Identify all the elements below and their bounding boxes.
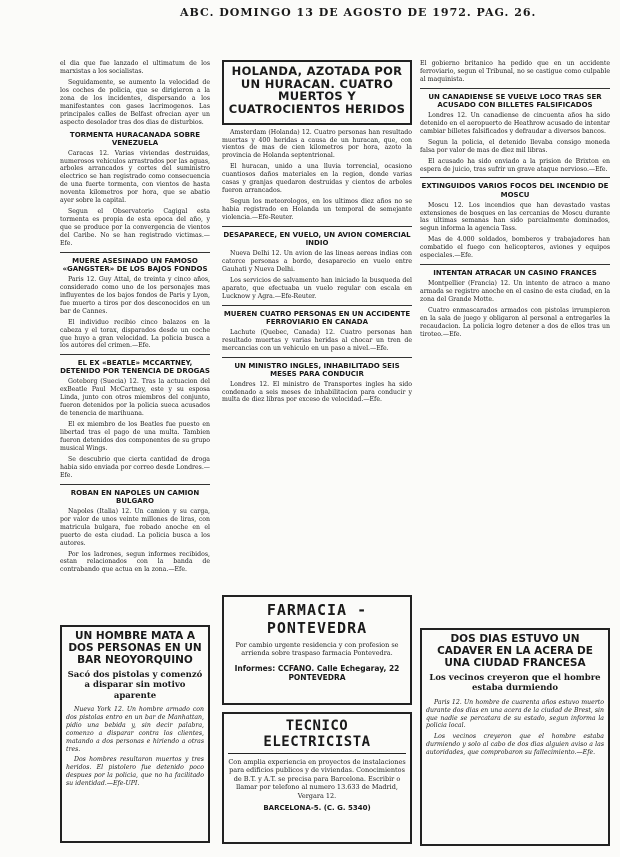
ad-text: Por cambio urgente residencia y con profesion se arrienda sobre traspaso farmacia Pontevedra.: [235, 641, 399, 658]
headline-venezuela: TORMENTA HURACANADA SOBRE VENEZUELA: [69, 130, 201, 147]
paragraph: Segun los meteorologos, en los ultimos diez años no se habia registrado en Holanda un temporal de semejante violencia.—Efe-Reuter.: [222, 198, 412, 221]
paragraph: Amsterdam (Holanda) 12. Cuatro personas han resultado muertas y 400 heridas a causa de un huracan, que, con vientos de mas de cien kilometros por hora, azoto la provincia de Holanda septentrional.: [222, 128, 412, 160]
paragraph: Se descubrio que cierta cantidad de droga habia sido enviada por correo desde Londres.—Efe.: [60, 455, 210, 479]
page-masthead: ABC. DOMINGO 13 DE AGOSTO DE 1972. PAG. 26.: [180, 6, 537, 19]
paragraph: Segun la policia, el detenido llevaba consigo moneda falsa por valor de mas de diez mil libras.: [420, 138, 610, 154]
headline-moscu: EXTINGUIDOS VARIOS FOCOS DEL INCENDIO DE MOSCU: [421, 182, 609, 199]
paragraph: Moscu 12. Los incendios que han devastado vastas extensiones de bosques en las cercanias de Moscu durante las ultimas semanas han sido parcialmente dominados, segun informa la agencia Tass.: [420, 201, 610, 233]
paragraph: Caracas 12. Varias viviendas destruidas, numerosos vehiculos arrastrados por las aguas, arboles arrancados y cortes del suministro electrico se han registrado como consecuencia de una fuerte tormenta, con vientos de hasta noventa kilometros por hora, que se abatio ayer sobre la capital.: [60, 149, 210, 205]
paragraph: Nueva York 12. Un hombre armado con dos pistolas entro en un bar de Manhattan, pidio una bebida y, sin decir palabra, comenzo a disparar contra los clientes, matando a dos personas e hiriendo a otras tres.: [66, 705, 204, 753]
paragraph: El individuo recibio cinco balazos en la cabeza y el torax, disparados desde un coche que huyo a gran velocidad. La policia busca a los autores del crimen.—Efe.: [60, 318, 210, 350]
paragraph: Lachute (Quebec, Canada) 12. Cuatro personas han resultado muertas y varias heridas al chocar un tren de mercancias con un vehiculo en un paso a nivel.—Efe.: [222, 328, 412, 352]
classified-ad-farmacia: [222, 595, 412, 705]
boxed-body: [66, 706, 204, 788]
headline-avion: DESAPARECE, EN VUELO, UN AVION COMERCIAL INDIO: [223, 230, 411, 247]
paragraph: Londres 12. Un canadiense de cincuenta años ha sido detenido en el aeropuerto de Heathrow acusado de intentar cambiar billetes falsificados y defraudar a diversos bancos.: [420, 111, 610, 135]
divider: [60, 354, 210, 355]
paragraph: El gobierno britanico ha pedido que en un accidente ferroviario, segun el Tribunal, no se castigue como culpable al maquinista.: [420, 60, 610, 83]
headline-canadiense: UN CANADIENSE SE VUELVE LOCO TRAS SER ACUSADO CON BILLETES FALSIFICADOS: [428, 92, 602, 109]
divider: [222, 305, 412, 306]
column-2: [222, 60, 412, 590]
divider: [420, 88, 610, 89]
column-3: [420, 60, 610, 625]
headline-holanda: HOLANDA, AZOTADA POR UN HURACAN. CUATRO MUERTOS Y CUATROCIENTOS HERIDOS: [228, 64, 406, 116]
divider: [60, 252, 210, 253]
divider: [222, 226, 412, 227]
headline-casino: INTENTAN ATRACAR UN CASINO FRANCES: [433, 269, 597, 278]
paragraph: Seguidamente, se aumento la velocidad de los coches de policia, que se dirigieron a la zona de los incidentes, dispersando a los manifestantes con gases lacrimogenos. Las principales calles de Belfast ofrecian ayer un aspecto desolador tras dos dias de disturbios.: [60, 78, 210, 126]
ad-title: TECNICO ELECTRICISTA: [228, 718, 406, 754]
paragraph: Napoles (Italia) 12. Un camion y su carga, por valor de unos veinte millones de liras, con matricula bulgara, fue robado anoche en el puerto de esta ciudad. La policia busca a los autores.: [60, 507, 210, 547]
ad-address: BARCELONA-5. (C. G. 5340): [263, 804, 371, 813]
divider: [222, 357, 412, 358]
paragraph: Paris 12. Un hombre de cuarenta años estuvo muerto durante dos dias en una acera de la ciudad de Brest, sin que nadie se percatara de su estado, segun informa la policia local.: [426, 698, 604, 730]
headline-napoles: ROBAN EN NAPOLES UN CAMION BULGARO: [70, 488, 200, 505]
ad-contact: [228, 664, 406, 682]
ad-contact-text: CCFANO. Calle Echegaray, 22 PONTEVEDRA: [277, 663, 400, 682]
paragraph: Dos hombres resultaron muertos y tres heridos. El pistolero fue detenido poco despues por la policia, que no ha facilitado su identidad.—Efe-UPI.: [66, 756, 204, 788]
boxed-headline: UN HOMBRE MATA A DOS PERSONAS EN UN BAR NEOYORQUINO: [68, 630, 202, 666]
boxed-subhead: Sacó dos pistolas y comenzó a disparar sin motivo aparente: [67, 670, 203, 701]
boxed-headline: DOS DIAS ESTUVO UN CADAVER EN LA ACERA DE UNA CIUDAD FRANCESA: [437, 633, 593, 669]
headline-gangster: MUERE ASESINADO UN FAMOSO «GANGSTER» DE LOS BAJOS FONDOS: [62, 256, 208, 273]
headline-canada: MUEREN CUATRO PERSONAS EN UN ACCIDENTE FERROVIARIO EN CANADA: [223, 309, 411, 326]
paragraph: Segun el Observatorio Cagigal esta tormenta es propia de esta epoca del año, y que se produce por la convergencia de vientos del Caribe. No se han registrado victimas.—Efe.: [60, 208, 210, 247]
boxed-subhead: Los vecinos creyeron que el hombre estaba durmiendo: [429, 673, 601, 694]
paragraph: Paris 12. Guy Attal, de treinta y cinco años, considerado como uno de los personajes mas influyentes de los bajos fondos de Paris y Lyon, fue muerto a tiros por dos desconocidos en un bar de Cannes.: [60, 275, 210, 315]
boxed-article-bar-shooting: [60, 625, 210, 843]
paragraph: El ex miembro de los Beatles fue puesto en libertad tras el pago de una multa. Tambien fueron detenidos dos componentes de su grupo musical Wings.: [60, 421, 210, 452]
column-1: [60, 60, 210, 620]
divider: [420, 177, 610, 178]
paragraph: Nueva Delhi 12. Un avion de las lineas aereas indias con catorce personas a bordo, desaparecio en vuelo entre Gauhati y Nueva Delhi.: [222, 249, 412, 273]
headline-mccartney: EL EX «BEATLE» MCCARTNEY, DETENIDO POR TENENCIA DE DROGAS: [60, 359, 210, 376]
paragraph: Montpellier (Francia) 12. Un intento de atraco a mano armada se registro anoche en el casino de esta ciudad, en la zona del Grande Motte.: [420, 280, 610, 304]
paragraph: Los vecinos creyeron que el hombre estaba durmiendo y solo al cabo de dos dias alguien aviso a las autoridades, que comprobaron su fallecimiento.—Efe.: [426, 733, 604, 757]
paragraph: El acusado ha sido enviado a la prision de Brixton en espera de juicio, tras sufrir un grave ataque nervioso.—Efe.: [420, 157, 610, 173]
ad-title: FARMACIA - PONTEVEDRA: [266, 601, 368, 637]
paragraph: Los servicios de salvamento han iniciado la busqueda del aparato, que efectuaba un vuelo regular con escala en Lucknow y Agra.—Efe-Reuter.: [222, 276, 412, 300]
paragraph: Mas de 4.000 soldados, bomberos y trabajadores han combatido el fuego con helicopteros, aviones y equipos especiales.—Efe.: [420, 236, 610, 260]
ad-text: Con amplia experiencia en proyectos de instalaciones para edificios publicos y de viviendas. Conocimientos de B.T. y A.T. se precisa para Barcelona. Escribir o llamar por telefono al numero 13.633 de Madrid, Vergara 12.: [228, 758, 406, 800]
paragraph: El huracan, unido a una lluvia torrencial, ocasiono cuantiosos daños materiales en la region, donde varias casas y granjas quedaron destruidas y cientos de arboles fueron arrancados.: [222, 163, 412, 195]
headline-ministro: UN MINISTRO INGLES, INHABILITADO SEIS MESES PARA CONDUCIR: [234, 361, 400, 378]
divider: [60, 484, 210, 485]
divider: [420, 264, 610, 265]
paragraph: el dia que fue lanzado el ultimatum de los marxistas a los socialistas.: [60, 60, 210, 75]
paragraph: Cuatro enmascarados armados con pistolas irrumpieron en la sala de juego y obligaron al personal a entregarles la recaudacion. La policia logro detener a dos de ellos tras un tiroteo.—Efe.: [420, 306, 610, 338]
paragraph: Por los ladrones, segun informes recibidos, estan relacionados con la banda de contrabando que actua en la zona.—Efe.: [60, 550, 210, 574]
paragraph: Goteborg (Suecia) 12. Tras la actuacion del exBeatle Paul McCartney, este y su esposa Linda, junto con otros miembros del conjunto, fueron detenidos por la policia sueca acusados de tenencia de marihuana.: [60, 378, 210, 418]
boxed-body: [426, 699, 604, 758]
ad-contact-label: Informes:: [234, 663, 276, 673]
boxed-article-cadaver: [420, 628, 610, 846]
paragraph: Londres 12. El ministro de Transportes ingles ha sido condenado a seis meses de inhabilitacion para conducir y multa de diez libras por exceso de velocidad.—Efe.: [222, 380, 412, 404]
headline-box: [222, 60, 412, 125]
classified-ad-electricista: [222, 712, 412, 844]
